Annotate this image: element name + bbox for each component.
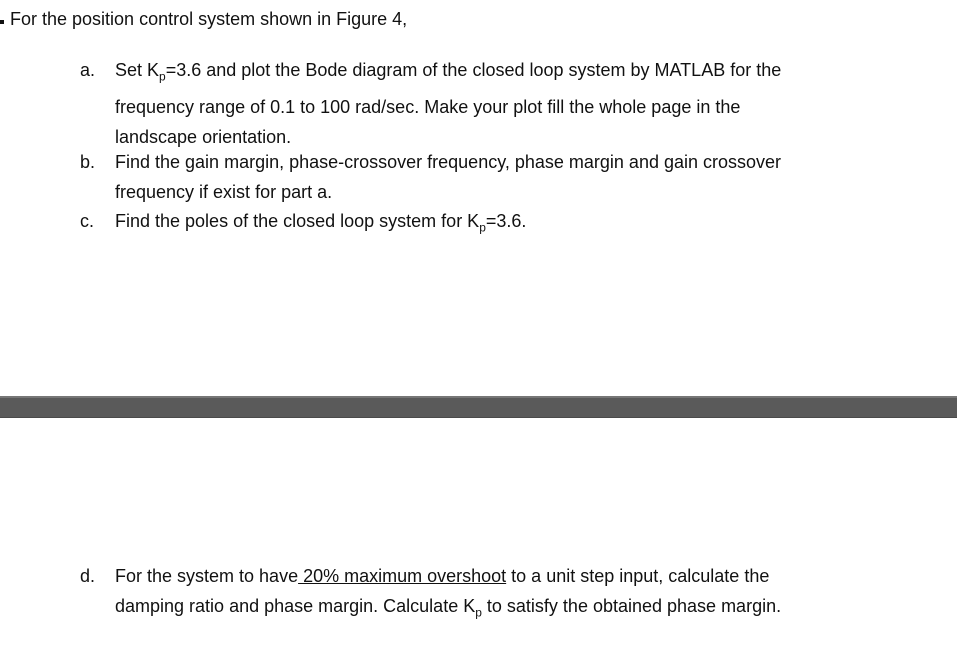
part-b-letter: b.: [80, 152, 96, 172]
part-c-subscript: p: [479, 220, 486, 235]
part-a-subscript: p: [159, 69, 166, 84]
part-d-line2-post: to satisfy the obtained phase margin.: [481, 596, 782, 616]
part-a-line2: frequency range of 0.1 to 100 rad/sec. Make your plot fill the whole page in the: [115, 96, 741, 117]
part-d-text: [115, 561, 900, 628]
part-a-line1-post: =3.6 and plot the Bode diagram of the closed loop system by MATLAB for the: [165, 60, 782, 80]
part-b-line2: frequency if exist for part a.: [115, 182, 333, 202]
part-c: [80, 206, 900, 243]
part-a-line1: [115, 60, 782, 84]
part-a-line1-pre: Set K: [115, 60, 160, 80]
part-b: [80, 147, 900, 207]
part-c-text: [115, 206, 900, 243]
part-d-underlined: 20% maximum overshoot: [298, 566, 507, 586]
section-divider: [0, 396, 957, 418]
bullet-mark: [0, 20, 4, 24]
part-d-line2-pre: damping ratio and phase margin. Calculate K: [115, 596, 476, 616]
part-c-pre: Find the poles of the closed loop system for K: [115, 211, 480, 231]
part-b-line1: Find the gain margin, phase-crossover frequency, phase margin and gain crossover: [115, 152, 782, 172]
question-intro: [0, 6, 407, 32]
part-c-letter: c.: [80, 211, 95, 231]
part-d-pre: For the system to have: [115, 566, 299, 586]
part-d-post: to a unit step input, calculate the: [506, 566, 770, 586]
part-a-letter: a.: [80, 60, 96, 80]
part-b-text: [115, 147, 900, 207]
part-a-line3: landscape orientation.: [115, 126, 292, 147]
part-d: [80, 561, 900, 628]
part-a-text: [115, 55, 900, 152]
part-d-line1: [115, 566, 769, 586]
part-d-subscript: p: [475, 605, 482, 620]
part-d-line2: [115, 596, 782, 620]
intro-text: For the position control system shown in Figure 4,: [10, 9, 408, 29]
part-c-post: =3.6.: [485, 211, 527, 231]
part-d-letter: d.: [80, 566, 96, 586]
part-a: [80, 55, 900, 152]
